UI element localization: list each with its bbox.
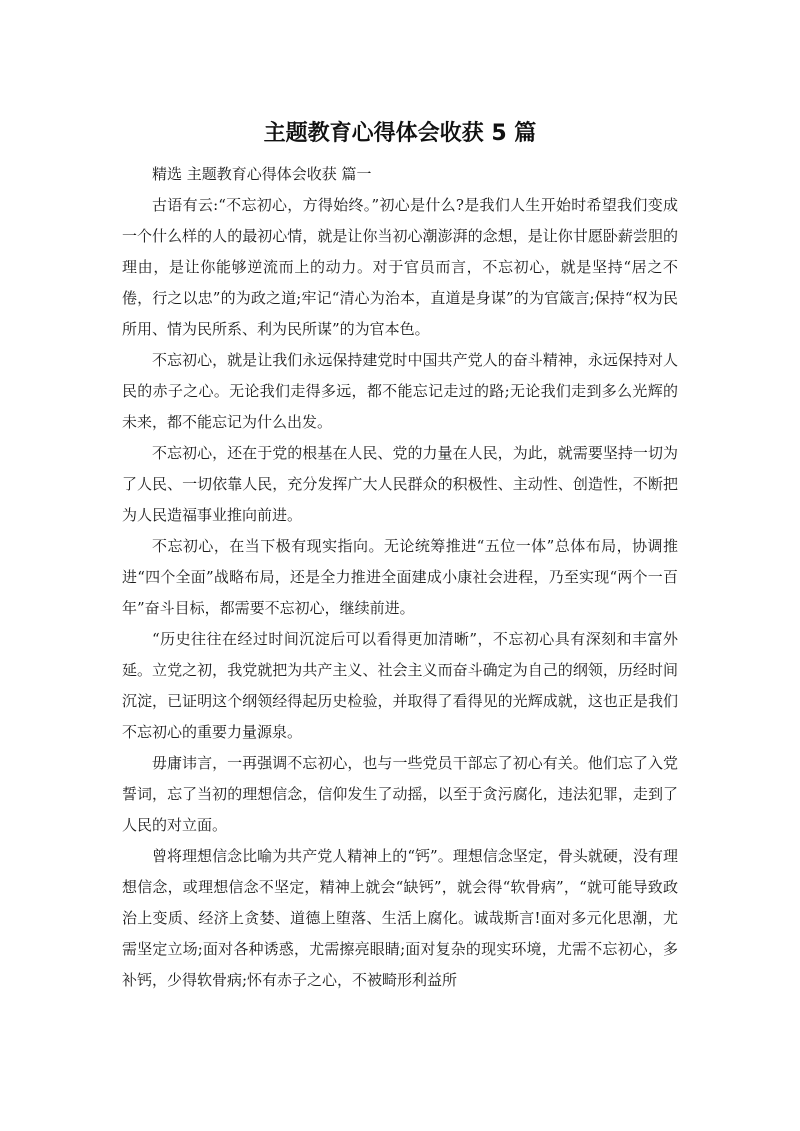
paragraph: “历史往往在经过时间沉淀后可以看得更加清晰”，不忘初心具有深刻和丰富外延。立党之初，我党就把为共产主义、社会主义而奋斗确定为自己的纲领，历经时间沉淀，已证明这个纲领经得起历史检验，并取得了看得见的光辉成就，这也正是我们不忘初心的重要力量源泉。 bbox=[122, 630, 678, 741]
paragraph: 毋庸讳言，一再强调不忘初心，也与一些党员干部忘了初心有关。他们忘了入党誓词，忘了当初的理想信念，信仰发生了动摇，以至于贪污腐化，违法犯罪，走到了人民的对立面。 bbox=[122, 754, 678, 834]
paragraph: 不忘初心，在当下极有现实指向。无论统筹推进“五位一体”总体布局，协调推进“四个全面”战略布局，还是全力推进全面建成小康社会进程，乃至实现“两个一百年”奋斗目标，都需要不忘初心，继续前进。 bbox=[122, 537, 678, 617]
document-body bbox=[122, 158, 678, 996]
paragraph: 曾将理想信念比喻为共产党人精神上的“钙”。理想信念坚定，骨头就硬，没有理想信念，或理想信念不坚定，精神上就会“缺钙”，就会得“软骨病”，“就可能导致政治上变质、经济上贪婪、道德上堕落、生活上腐化。诚哉斯言!面对多元化思潮，尤需坚定立场;面对各种诱惑，尤需擦亮眼睛;面对复杂的现实环境，尤需不忘初心，多补钙，少得软骨病;怀有赤子之心，不被畸形利益所 bbox=[122, 847, 678, 989]
paragraph: 古语有云:“不忘初心，方得始终。”初心是什么?是我们人生开始时希望我们变成一个什么样的人的最初心情，就是让你当初心潮澎湃的念想，是让你甘愿卧薪尝胆的理由，是让你能够逆流而上的动力。对于官员而言，不忘初心，就是坚持“居之不倦，行之以忠”的为政之道;牢记“清心为治本，直道是身谋”的为官箴言;保持“权为民所用、情为民所系、利为民所谋”的为官本色。 bbox=[122, 196, 678, 338]
document-title: 主题教育心得体会收获 5 篇 bbox=[263, 121, 537, 146]
paragraph: 不忘初心，就是让我们永远保持建党时中国共产党人的奋斗精神，永远保持对人民的赤子之心。无论我们走得多远，都不能忘记走过的路;无论我们走到多么光辉的未来，都不能忘记为什么出发。 bbox=[122, 351, 678, 431]
section-heading: 精选 主题教育心得体会收获 篇一 bbox=[152, 165, 372, 183]
paragraph: 不忘初心，还在于党的根基在人民、党的力量在人民，为此，就需要坚持一切为了人民、一切依靠人民，充分发挥广大人民群众的积极性、主动性、创造性，不断把为人民造福事业推向前进。 bbox=[122, 444, 678, 524]
